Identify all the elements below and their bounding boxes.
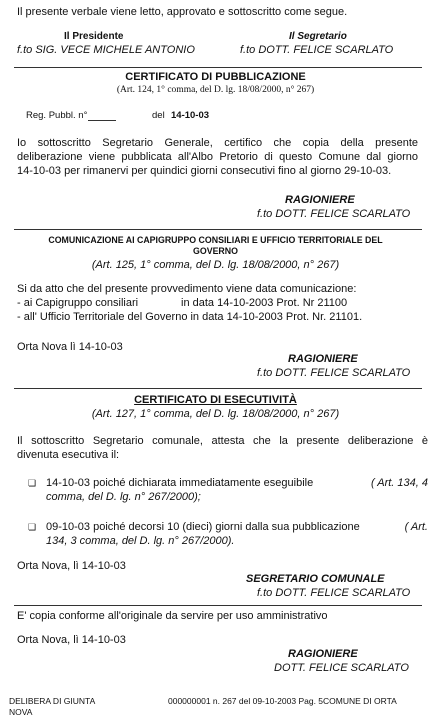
execution-sign-name: f.to DOTT. FELICE SCARLATO [257, 587, 411, 599]
reg-label: Reg. Pubbl. n° [26, 110, 88, 121]
checkbox-icon: ❏ [28, 478, 37, 488]
divider [14, 67, 422, 68]
president-title: Il Presidente [64, 31, 124, 42]
execution-place-date: Orta Nova, lì 14-10-03 [17, 560, 126, 572]
execution-item1-ref: ( Art. 134, 4 [370, 477, 428, 489]
divider [14, 605, 422, 606]
communication-title-line2: GOVERNO [193, 246, 238, 256]
copy-note-text: E' copia conforme all'originale da servire per uso amministrativo [17, 610, 328, 622]
footer-left-line1: DELIBERA DI GIUNTA [9, 696, 96, 706]
copy-note-sign-name: DOTT. FELICE SCARLATO [274, 662, 409, 674]
communication-row2: - all' Ufficio Territoriale del Governo in data 14-10-2003 Prot. Nr. 21101. [17, 311, 363, 323]
secretary-name: f.to DOTT. FELICE SCARLATO [240, 44, 394, 56]
copy-note-sign-title: RAGIONIERE [288, 648, 358, 660]
execution-item1-text: 14-10-03 poiché dichiarata immediatamente eseguibile [46, 477, 314, 489]
footer-right: 000000001 n. 267 del 09-10-2003 Pag. 5COMUNE DI ORTA [168, 696, 397, 706]
execution-item2-text: 09-10-03 poiché decorsi 10 (dieci) giorni dalla sua pubblicazione [46, 521, 360, 533]
del-date: 14-10-03 [171, 110, 210, 121]
communication-place-date: Orta Nova lì 14-10-03 [17, 341, 123, 353]
reg-number-blank [88, 120, 116, 121]
footer-left-line2: NOVA [9, 707, 33, 717]
execution-body [17, 434, 428, 462]
execution-body-line: divenuta esecutiva il: [17, 449, 120, 461]
execution-item2-text: 134, 3 comma, del D. lg. n° 267/2000). [46, 535, 235, 547]
publication-title: CERTIFICATO DI PUBBLICAZIONE [125, 71, 306, 83]
copy-note-place-date: Orta Nova, lì 14-10-03 [17, 634, 126, 646]
execution-sign-title: SEGRETARIO COMUNALE [246, 573, 385, 585]
publication-sign-title: RAGIONIERE [285, 194, 355, 206]
intro-text: Il presente verbale viene letto, approvato e sottoscritto come segue. [17, 6, 348, 18]
checkbox-icon: ❏ [28, 522, 37, 532]
publication-reference: (Art. 124, 1° comma, del D. lg. 18/08/2000, n° 267) [116, 85, 315, 95]
secretary-title: Il Segretario [289, 31, 347, 42]
communication-title-line1: COMUNICAZIONE AI CAPIGRUPPO CONSILIARI E UFFICIO TERRITORIALE DEL [48, 235, 383, 245]
execution-item1-text: comma, del D. lg. n° 267/2000); [46, 491, 201, 503]
execution-item1 [46, 476, 428, 504]
publication-sign-name: f.to DOTT. FELICE SCARLATO [257, 208, 411, 220]
publication-body [17, 136, 418, 178]
execution-reference: (Art. 127, 1° comma, del D. lg. 18/08/2000, n° 267) [91, 408, 340, 420]
divider [14, 229, 422, 230]
execution-body-line: Il sottoscritto Segretario comunale, attesta che la presente deliberazione è [17, 435, 428, 447]
communication-sign-name: f.to DOTT. FELICE SCARLATO [257, 367, 411, 379]
communication-row1-detail: in data 14-10-2003 Prot. Nr 21100 [181, 297, 348, 309]
publication-body-line: Io sottoscritto Segretario Generale, certifico che copia della presente [17, 137, 418, 149]
communication-row1-label: - ai Capigruppo consiliari [17, 297, 139, 309]
communication-sign-title: RAGIONIERE [288, 353, 358, 365]
communication-intro: Si da atto che del presente provvedimento viene data comunicazione: [17, 283, 357, 295]
execution-item2-ref: ( Art. [404, 521, 428, 533]
divider [14, 388, 422, 389]
execution-title: CERTIFICATO DI ESECUTIVITÀ [134, 394, 297, 406]
del-label: del [152, 110, 165, 121]
publication-body-line: 14-10-03 per rimanervi per quindici giorni consecutivi fino al giorno 29-10-03. [17, 165, 392, 177]
president-name: f.to SIG. VECE MICHELE ANTONIO [17, 44, 195, 56]
execution-item2 [46, 520, 428, 548]
communication-reference: (Art. 125, 1° comma, del D. lg. 18/08/2000, n° 267) [91, 259, 340, 271]
publication-body-line: deliberazione viene pubblicata all'Albo Pretorio di questo Comune dal giorno [17, 151, 418, 163]
